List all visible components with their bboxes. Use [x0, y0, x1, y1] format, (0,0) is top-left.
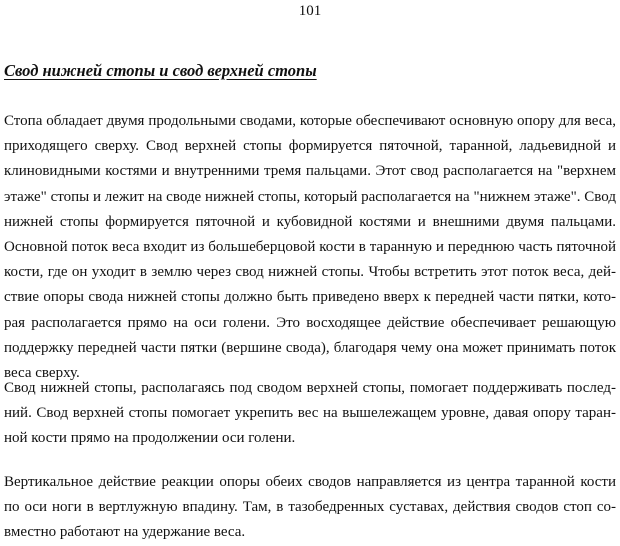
- text-line: рая располагается прямо на оси голени. Это восходящее действие обеспечивает решающую: [4, 314, 616, 331]
- section-heading: Свод нижней стопы и свод верхней стопы: [4, 61, 317, 80]
- text-line: Основной поток веса входит из большеберцовой кости в таранную и переднюю часть пяточной: [4, 239, 616, 256]
- text-line: клиновидными костями и внутренними тремя пальцами. Этот свод располагается на "верхнем: [4, 163, 616, 180]
- paragraph-lower-arch-support: [4, 376, 616, 452]
- paragraph-vertical-reaction: [4, 470, 616, 546]
- text-line: поддержку передней части пятки (вершине свода), благодаря чему она может принимать поток: [4, 339, 616, 356]
- text-line: Вертикальное действие реакции опоры обеих сводов направляется из центра таранной кости: [4, 474, 616, 490]
- text-line: Свод нижней стопы, располагаясь под сводом верхней стопы, помогает поддерживать послед-: [4, 380, 616, 396]
- text-line: ний. Свод верхней стопы помогает укрепить вес на вышележащем уровне, давая опору таран-: [4, 405, 616, 422]
- text-line: по оси ноги в вертлужную впадину. Там, в тазобедренных суставах, действия сводов стоп со-: [4, 499, 616, 516]
- text-line: веса сверху.: [4, 365, 80, 382]
- text-line: Стопа обладает двумя продольными сводами, которые обеспечивают основную опору для веса,: [4, 113, 616, 129]
- text-line: вместно работают на удержание веса.: [4, 524, 246, 541]
- text-line: ствие опоры свода нижней стопы должно быть приведено вверх к передней части пятки, кото-: [4, 289, 616, 306]
- page-number: 101: [298, 3, 322, 19]
- text-line: ной кости прямо на продолжении оси голени.: [4, 430, 296, 447]
- text-line: этаже" стопы и лежит на своде нижней стопы, который располагается на "нижнем этаже". Свод: [4, 188, 616, 205]
- paragraph-foot-arches: [4, 109, 616, 386]
- text-line: приходящего сверху. Свод верхней стопы формируется пяточной, таранной, ладьевидной и: [4, 138, 616, 155]
- text-line: кости, где он уходит в землю через свод нижней стопы. Чтобы встретить этот поток веса, дей-: [4, 264, 616, 281]
- text-line: нижней стопы формируется пяточной и кубовидной костями и внешними двумя пальцами.: [4, 213, 616, 230]
